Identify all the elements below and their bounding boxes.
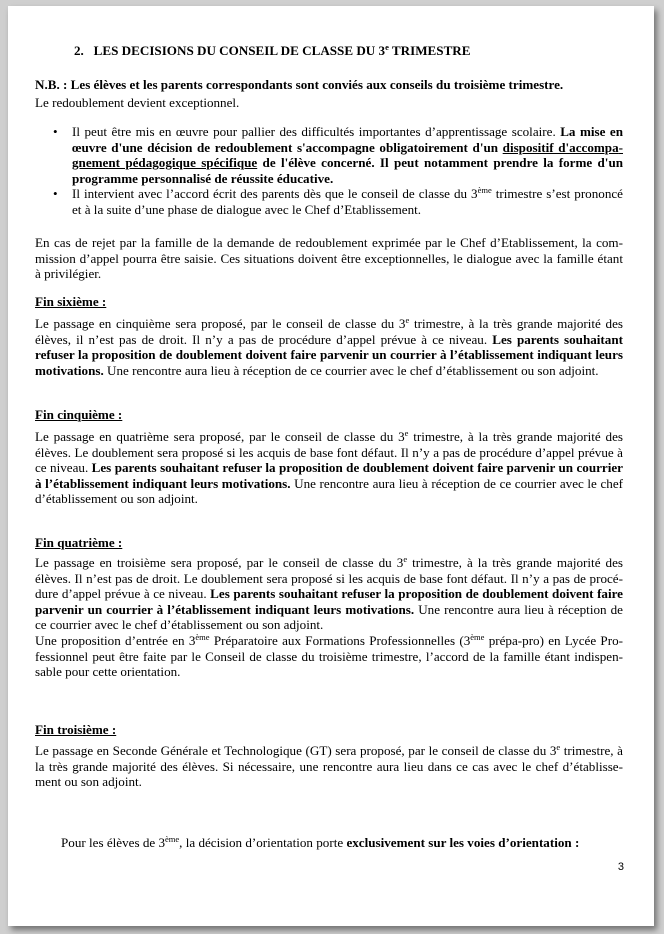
para-text: Une rencontre aura lieu à réception de ce courrier avec le chef d’établissement ou son adjoint. bbox=[103, 362, 599, 378]
para-text: Pour les élèves de 3 bbox=[61, 835, 165, 850]
para-text: trimestre, à la très grande majorité des élèves. Il n’est pas de droit. Le doublement sera proposé si les acquis de base font défaut. Il n’y a pas de procédure d’appel prévue à ce niveau. bbox=[35, 555, 623, 602]
cinquieme-paragraph bbox=[35, 429, 623, 507]
quatrieme-paragraph bbox=[35, 555, 623, 680]
para-text: Une rencontre aura lieu à réception de ce courrier avec le chef d’établissement ou son adjoint. bbox=[35, 475, 623, 507]
bullet-bold-end: de l'élève concerné. Il peut notamment prendre la forme d'un programme personnalisé de réussite éducative. bbox=[72, 155, 624, 186]
para-sup: e bbox=[404, 428, 409, 438]
bullet-sup: ème bbox=[477, 185, 492, 196]
troisieme-paragraph bbox=[35, 743, 623, 790]
para-text: Le passage en cinquième sera proposé, par le conseil de classe du 3 bbox=[35, 316, 406, 331]
bullet-list bbox=[35, 124, 623, 218]
title-sup: e bbox=[385, 42, 389, 52]
heading-troisieme: Fin troisième : bbox=[35, 722, 117, 737]
list-item bbox=[35, 124, 623, 186]
intro-text: Le redoublement devient exceptionnel. bbox=[35, 95, 240, 110]
bullet-icon: • bbox=[53, 124, 58, 139]
rejet-paragraph: En cas de rejet par la famille de la demande de redoublement exprimée par le Chef d’Etablissement, la commission d’appel pourra être saisie. Ces situations doivent être exceptionnelles, le dialogue avec la famille étant à privilégier. bbox=[35, 235, 623, 282]
title-number: 2. bbox=[74, 43, 84, 58]
para-sup: e bbox=[403, 554, 408, 564]
bullet-underline: dispositif d'accompagnement pédagogique spécifique bbox=[72, 139, 623, 171]
bullet-icon: • bbox=[53, 186, 58, 202]
para-text: Le passage en troisième sera proposé, par le conseil de classe du 3 bbox=[35, 555, 404, 570]
page-number: 3 bbox=[617, 861, 624, 873]
para-text: Une rencontre aura lieu à réception de ce courrier avec le chef d’établissement ou son adjoint. bbox=[35, 601, 623, 633]
heading-cinquieme: Fin cinquième : bbox=[35, 407, 123, 422]
para-bold: Les parents souhaitant refuser la proposition de doublement doivent faire parvenir un courrier à l’établissement indiquant leurs motivations. bbox=[35, 331, 623, 378]
para-bold: exclusivement sur les voies d’orientation : bbox=[346, 835, 580, 850]
para-bold: Les parents souhaitant refuser la proposition de doublement doivent faire parvenir un courrier à l’établissement indiquant leurs motivations. bbox=[35, 460, 623, 491]
para-sup: e bbox=[556, 742, 561, 752]
para-text: Le passage en quatrième sera proposé, par le conseil de classe du 3 bbox=[35, 429, 405, 444]
bullet-text: Il intervient avec l’accord écrit des parents dès que le conseil de classe du 3 bbox=[72, 186, 478, 202]
para-text: Préparatoire aux Formations Professionnelles (3 bbox=[209, 632, 471, 648]
heading-quatrieme: Fin quatrième : bbox=[35, 535, 123, 550]
para-bold: Les parents souhaitant refuser la proposition de doublement doivent faire parvenir un courrier à l’établissement indiquant leurs motivations. bbox=[35, 586, 623, 617]
para-sup: e bbox=[405, 315, 410, 325]
document-page bbox=[8, 6, 654, 926]
section-title bbox=[74, 43, 471, 59]
heading-sixieme: Fin sixième : bbox=[35, 294, 107, 309]
para-sup: ème bbox=[470, 631, 485, 642]
para-text: Une proposition d’entrée en 3 bbox=[35, 632, 196, 648]
title-text-end: TRIMESTRE bbox=[388, 43, 471, 58]
para-text: , la décision d’orientation porte bbox=[179, 835, 347, 850]
para-text: trimestre, à la très grande majorité des élèves. Le doublement sera proposé si les acquis de base font défaut. Il n’y a pas de procédure d’appel prévue à ce niveau. bbox=[35, 429, 623, 476]
para-text: prépa-pro) en Lycée Professionnel peut être faite par le Conseil de classe du troisième trimestre, l’accord de la famille étant indispensable pour cette orientation. bbox=[35, 632, 623, 680]
bullet-text-end: trimestre s’est prononcé et à la suite d’une phase de dialogue avec le Chef d’Etablissement. bbox=[72, 186, 623, 217]
para-sup: ème bbox=[165, 834, 180, 844]
title-text: LES DECISIONS DU CONSEIL DE CLASSE DU 3 bbox=[93, 43, 386, 58]
para-text: trimestre, à la très grande majorité des élèves, il n’est pas de droit. Il n’y a pas de procédure d’appel prévue à ce niveau. bbox=[35, 316, 623, 347]
list-item bbox=[35, 186, 623, 217]
bullet-text: Il peut être mis en œuvre pour pallier des difficultés importantes d’apprentissage scolaire. bbox=[72, 124, 561, 139]
para-text: Le passage en Seconde Générale et Technologique (GT) sera proposé, par le conseil de classe du 3 bbox=[35, 743, 557, 758]
para-text: trimestre, à la très grande majorité des élèves. Si nécessaire, une rencontre aura lieu dans ce cas avec le chef d’établissement ou son adjoint. bbox=[35, 743, 623, 790]
nb-note: N.B. : Les élèves et les parents correspondants sont conviés aux conseils du troisième trimestre. bbox=[35, 77, 564, 92]
bullet-bold: La mise en œuvre d'une décision de redoublement s'accompagne obligatoirement d'un bbox=[72, 124, 624, 155]
sixieme-paragraph bbox=[35, 316, 623, 378]
final-sentence bbox=[61, 835, 623, 851]
para-sup: ème bbox=[195, 631, 210, 642]
